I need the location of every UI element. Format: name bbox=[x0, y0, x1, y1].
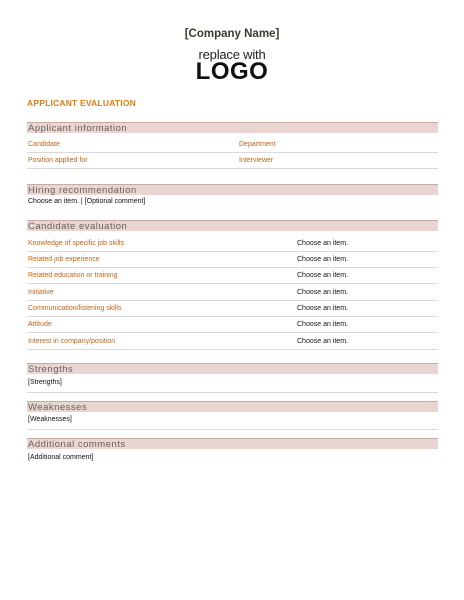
divider bbox=[27, 429, 438, 430]
hiring-recommendation-value[interactable]: Choose an item. | [Optional comment] bbox=[28, 198, 146, 205]
department-label[interactable]: Department bbox=[239, 141, 276, 148]
strengths-value[interactable]: [Strengths] bbox=[28, 379, 62, 386]
position-label[interactable]: Position applied for bbox=[28, 157, 88, 164]
additional-comments-value[interactable]: [Additional comment] bbox=[28, 454, 94, 461]
candidate-label[interactable]: Candidate bbox=[28, 141, 60, 148]
evaluation-row bbox=[27, 285, 438, 301]
section-heading: Strengths bbox=[28, 364, 74, 375]
rating-dropdown[interactable]: Choose an item. bbox=[297, 289, 348, 296]
rating-dropdown[interactable]: Choose an item. bbox=[297, 256, 348, 263]
section-header-additional-comments bbox=[27, 438, 438, 449]
evaluation-row bbox=[27, 301, 438, 317]
section-heading: Additional comments bbox=[28, 439, 126, 450]
interviewer-label[interactable]: Interviewer bbox=[239, 157, 274, 164]
evaluation-row bbox=[27, 334, 438, 350]
section-heading: Weaknesses bbox=[28, 402, 88, 413]
criterion-label: Attitude bbox=[28, 321, 52, 328]
rating-dropdown[interactable]: Choose an item. bbox=[297, 321, 348, 328]
evaluation-row bbox=[27, 268, 438, 284]
section-header-weaknesses bbox=[27, 401, 438, 412]
criterion-label: Interest in company/position bbox=[28, 338, 116, 345]
criterion-label: Related education or training bbox=[28, 272, 118, 279]
logo-line-1: replace with bbox=[198, 47, 266, 62]
section-header-candidate-evaluation bbox=[27, 220, 438, 231]
section-header-applicant-information bbox=[27, 122, 438, 133]
divider bbox=[27, 392, 438, 393]
rating-dropdown[interactable]: Choose an item. bbox=[297, 305, 348, 312]
section-heading: Applicant information bbox=[28, 123, 128, 134]
evaluation-row bbox=[27, 236, 438, 252]
criterion-label: Knowledge of specific job skills bbox=[28, 240, 125, 247]
section-header-hiring-recommendation bbox=[27, 184, 438, 195]
section-header-strengths bbox=[27, 363, 438, 374]
logo-line-2: LOGO bbox=[195, 58, 269, 85]
evaluation-row bbox=[27, 252, 438, 268]
criterion-label: Initiative bbox=[28, 289, 54, 296]
rating-dropdown[interactable]: Choose an item. bbox=[297, 338, 348, 345]
weaknesses-value[interactable]: [Weaknesses] bbox=[28, 416, 72, 423]
criterion-label: Related job experience bbox=[28, 256, 100, 263]
document-title: APPLICANT EVALUATION bbox=[27, 98, 136, 108]
criterion-label: Communication/listening skills bbox=[28, 305, 122, 312]
rating-dropdown[interactable]: Choose an item. bbox=[297, 240, 348, 247]
evaluation-row bbox=[27, 317, 438, 333]
company-name[interactable]: [Company Name] bbox=[184, 28, 280, 40]
applicant-row-candidate bbox=[27, 137, 438, 153]
section-heading: Candidate evaluation bbox=[28, 221, 128, 232]
section-heading: Hiring recommendation bbox=[28, 185, 137, 196]
applicant-row-position bbox=[27, 153, 438, 169]
rating-dropdown[interactable]: Choose an item. bbox=[297, 272, 348, 279]
